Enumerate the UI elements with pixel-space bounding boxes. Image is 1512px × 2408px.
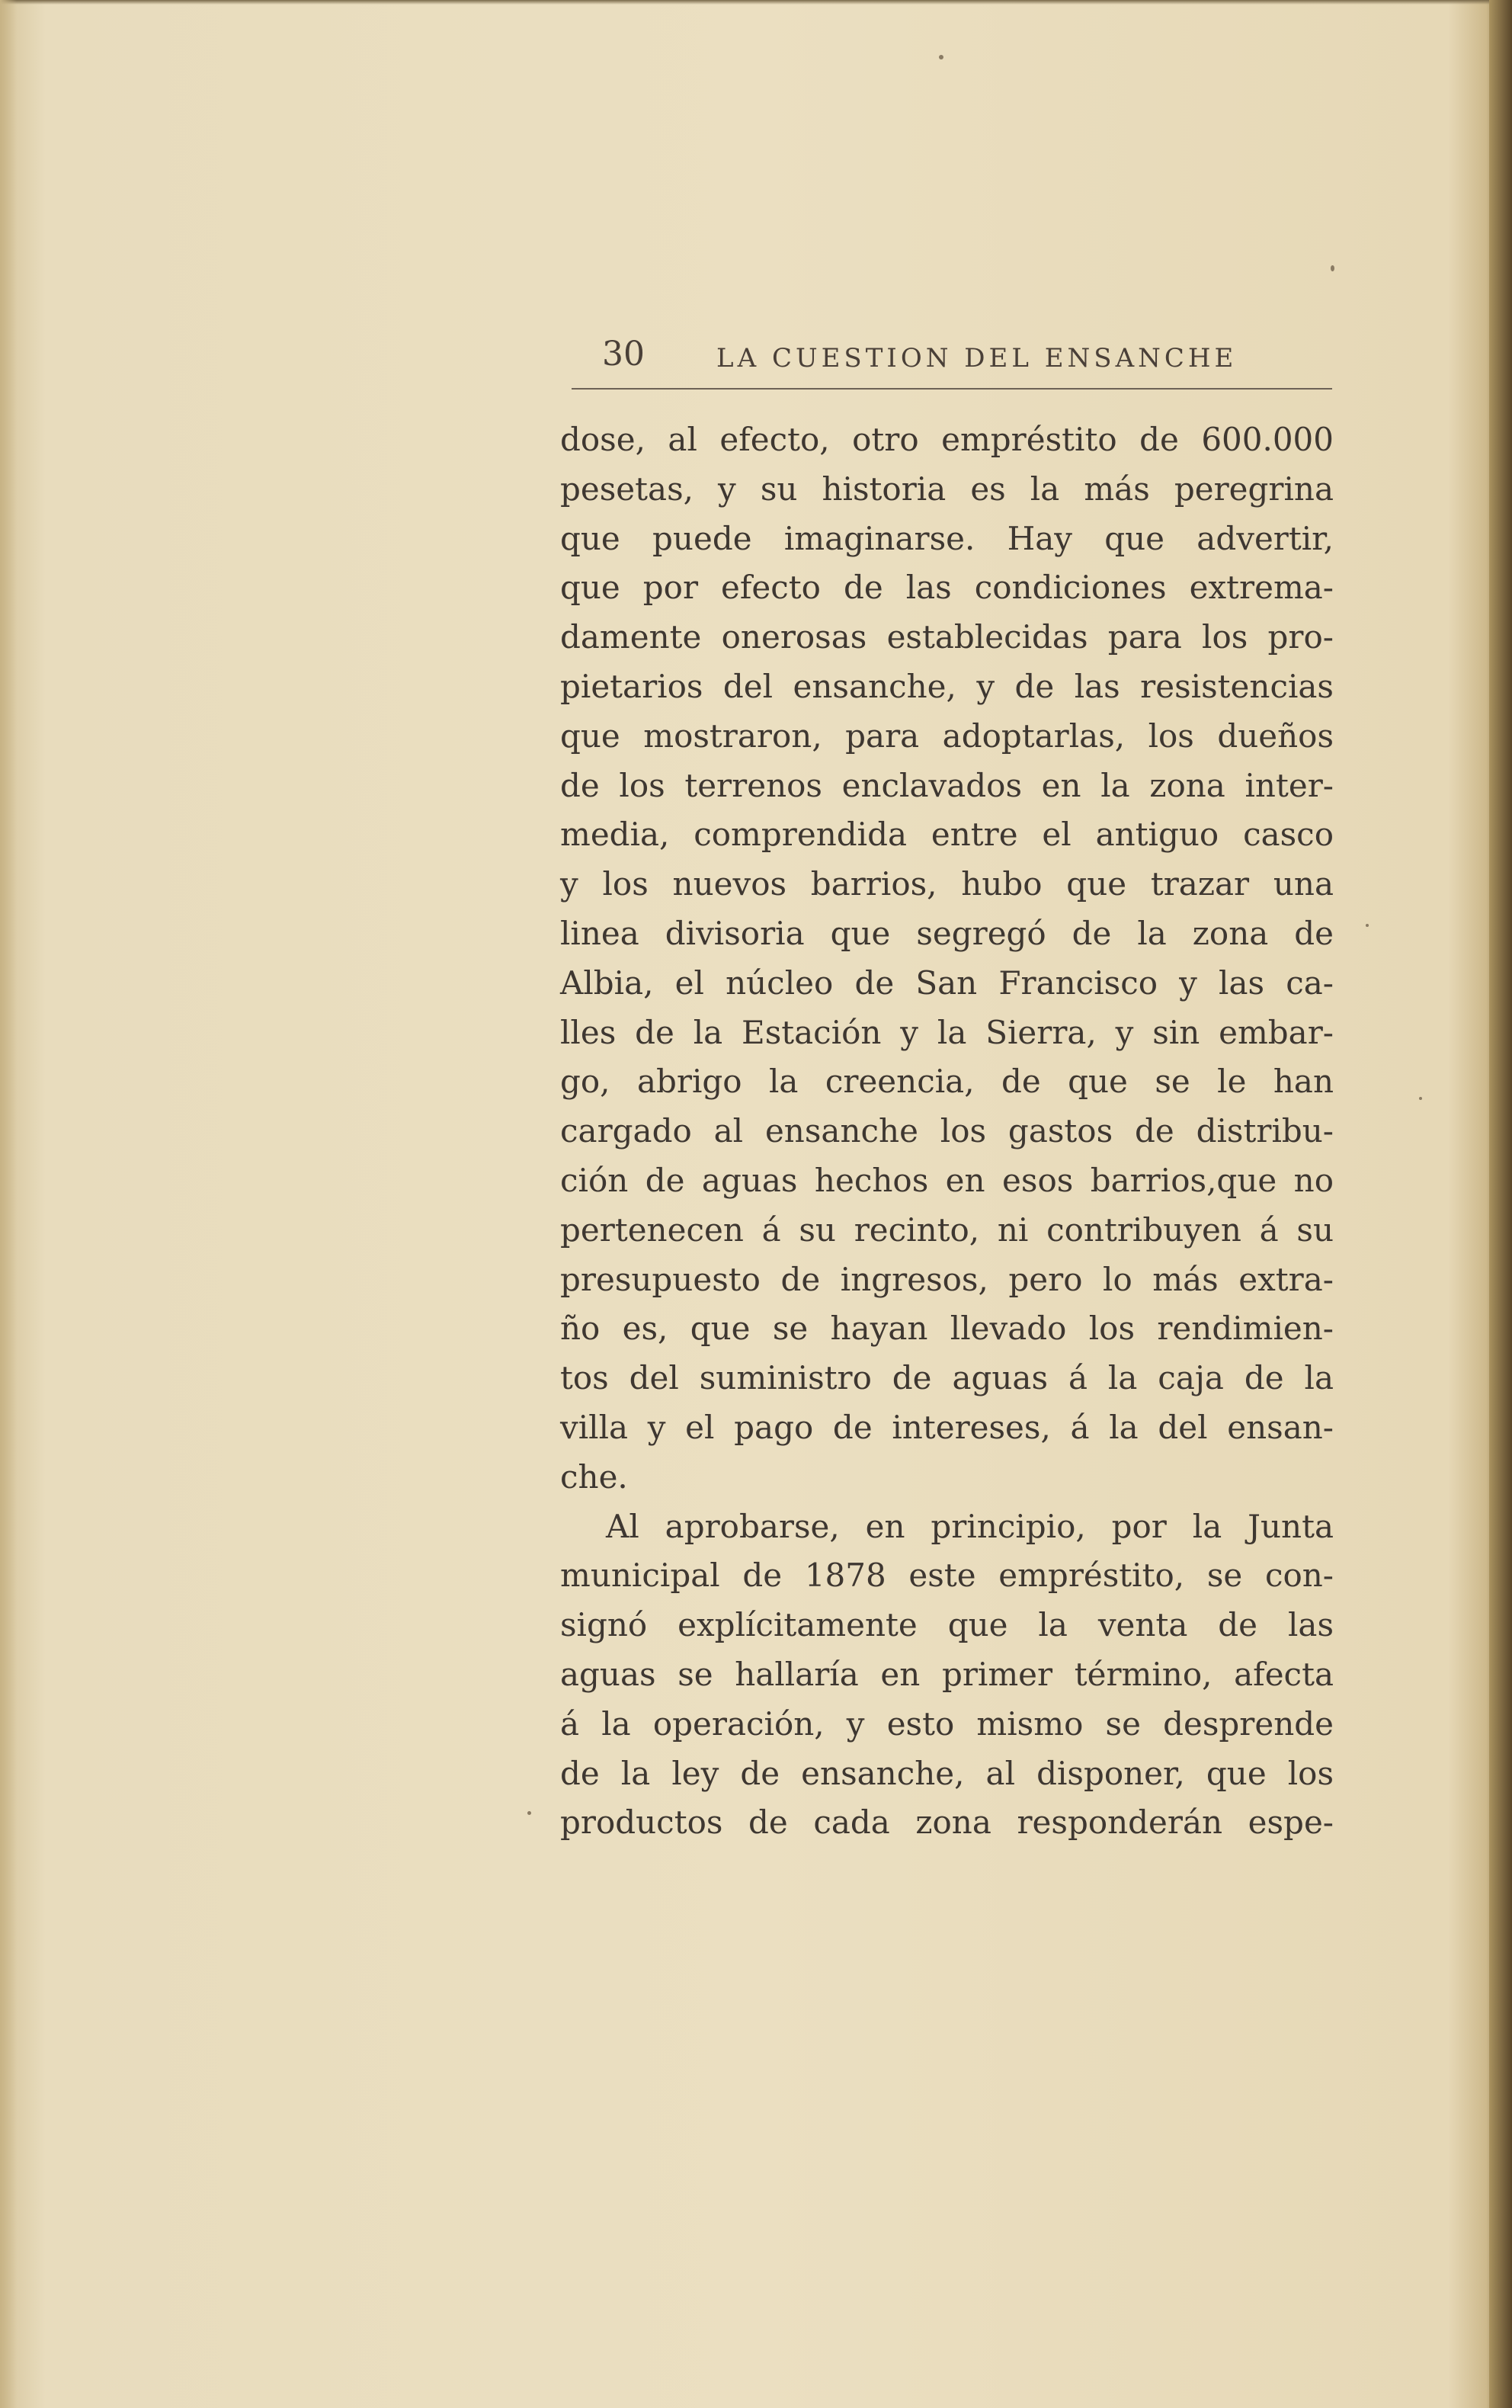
page-header (602, 332, 1334, 393)
text-line: go, abrigo la creencia, de que se le han (560, 1063, 1334, 1101)
text-line: tos del suministro de aguas á la caja de la (560, 1359, 1334, 1397)
text-line: á la operación, y esto mismo se desprende (560, 1704, 1334, 1743)
text-line: damente onerosas establecidas para los pro- (560, 618, 1334, 656)
page-top-edge (0, 0, 1512, 5)
text-line: cargado al ensanche los gastos de distribu- (560, 1112, 1334, 1150)
paper-speck (1366, 924, 1369, 927)
running-title: LA CUESTION DEL ENSANCHE (716, 343, 1238, 374)
text-line: ción de aguas hechos en esos barrios,que no (560, 1161, 1334, 1199)
text-line: de la ley de ensanche, al disponer, que los (560, 1754, 1334, 1792)
header-rule (572, 388, 1332, 390)
text-line: Albia, el núcleo de San Francisco y las ca- (560, 964, 1334, 1002)
text-line: pietarios del ensanche, y de las resistencias (560, 667, 1334, 705)
text-line: pesetas, y su historia es la más peregrina (560, 470, 1334, 508)
text-line: signó explícitamente que la venta de las (560, 1606, 1334, 1644)
text-line: que puede imaginarse. Hay que advertir, (560, 519, 1334, 557)
body-text (560, 415, 1334, 1848)
text-line: Al aprobarse, en principio, por la Junta (606, 1507, 1334, 1545)
paper-speck (1331, 265, 1334, 271)
page-binding-edge (1489, 0, 1512, 2408)
paper-speck (1419, 1097, 1422, 1100)
text-line: linea divisoria que segregó de la zona de (560, 914, 1334, 952)
text-line: que por efecto de las condiciones extrema- (560, 569, 1334, 607)
page-left-edge (0, 0, 17, 2408)
text-line: municipal de 1878 este empréstito, se con- (560, 1557, 1334, 1595)
text-line: productos de cada zona responderán espe- (560, 1804, 1334, 1842)
text-line: media, comprendida entre el antiguo casco (560, 816, 1334, 854)
text-line: de los terrenos enclavados en la zona inter- (560, 766, 1334, 804)
text-line: lles de la Estación y la Sierra, y sin embar- (560, 1013, 1334, 1051)
text-line: ño es, que se hayan llevado los rendimien- (560, 1310, 1334, 1348)
text-line: dose, al efecto, otro empréstito de 600.000 (560, 421, 1334, 458)
text-line: presupuesto de ingresos, pero lo más extra- (560, 1260, 1334, 1298)
text-line: villa y el pago de intereses, á la del ensan- (560, 1408, 1334, 1446)
paper-speck (527, 1811, 531, 1815)
page-number: 30 (602, 335, 645, 374)
text-line: y los nuevos barrios, hubo que trazar una (560, 865, 1334, 903)
text-line: que mostraron, para adoptarlas, los dueños (560, 717, 1334, 755)
text-line: aguas se hallaría en primer término, afecta (560, 1655, 1334, 1693)
text-line: che. (560, 1457, 628, 1496)
paper-speck (939, 55, 943, 59)
text-line: pertenecen á su recinto, ni contribuyen á su (560, 1210, 1334, 1249)
